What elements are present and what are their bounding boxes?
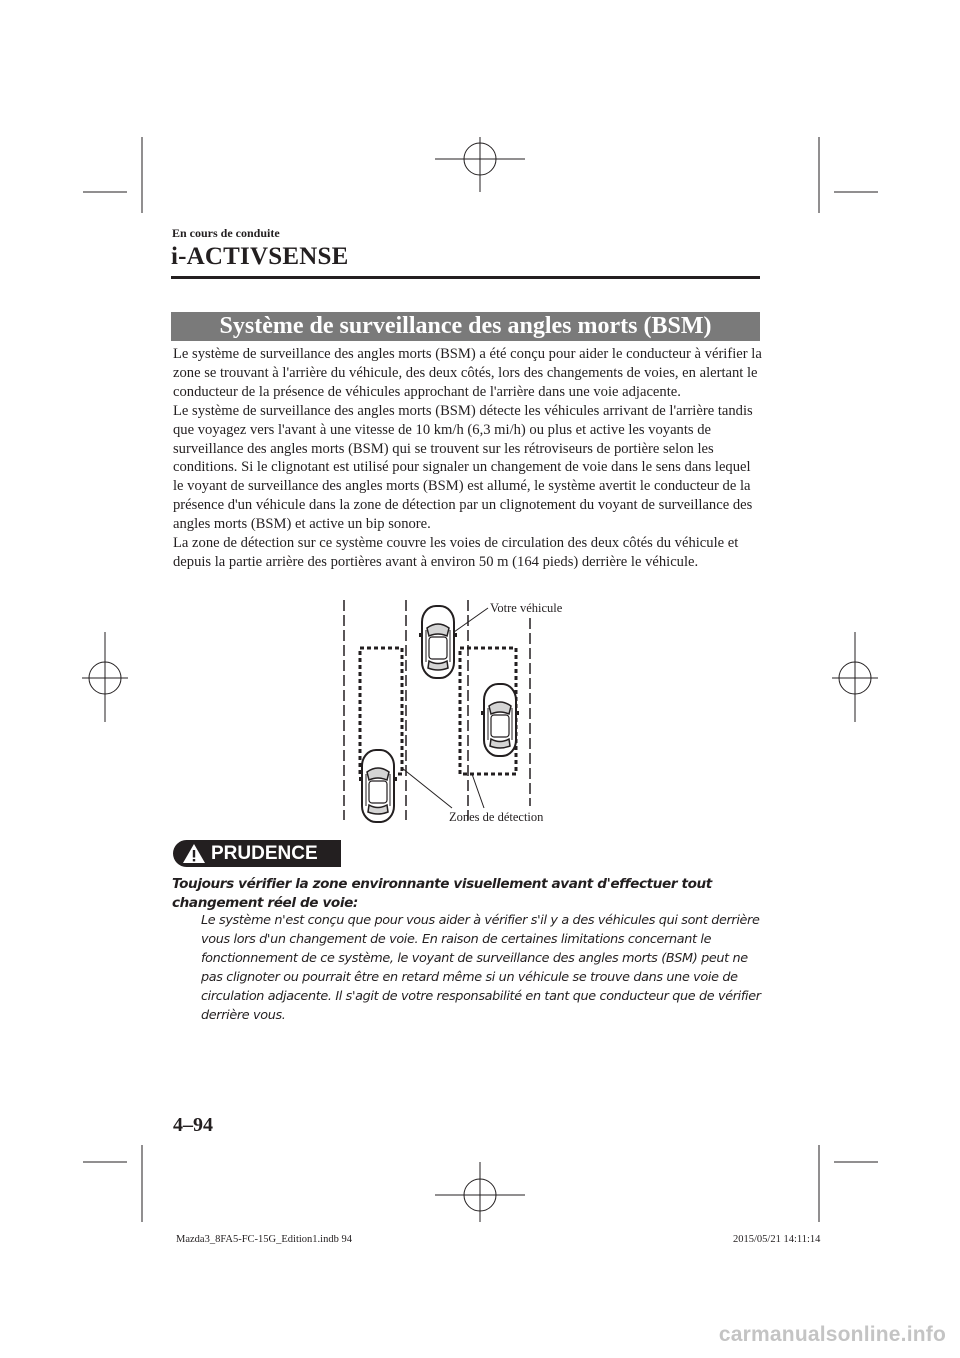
watermark: carmanualsonline.info [718,1323,946,1346]
vehicle-left-lane-icon [359,750,397,822]
label-detection-zones: Zones de détection [449,810,544,824]
page-number: 4–94 [173,1114,213,1136]
print-date-info: 2015/05/21 14:11:14 [733,1234,821,1245]
caution-heading: Toujours vérifier la zone environnante visuellement avant d'effectuer tout changement réel de voie: [172,876,712,911]
header-rule [171,276,760,279]
intro-paragraph: La zone de détection sur ce système couvre les voies de circulation des deux côtés du véhicule et depuis la partie arrière des portières avant à environ 50 m (164 pieds) derrière le véhicule. [173,535,739,570]
own-vehicle-icon [419,606,457,678]
label-your-vehicle: Votre véhicule [490,601,563,615]
caution-label: PRUDENCE [211,843,318,864]
section-title-banner: Système de surveillance des angles morts (BSM) [171,312,760,341]
bsm-detection-zone-diagram [330,596,580,828]
caution-body: Le système n'est conçu que pour vous aider à vérifier s'il y a des véhicules qui sont derrière vous lors d'un changement de voie. En raison de certaines limitations concernant le fonctionnement de ce système, le voyant de surveillance des angles morts (BSM) peut ne pas clignoter ou pourrait être en retard même si un véhicule se trouve dans une voie de circulation adjacente. Il s'agit de votre responsabilité en tant que conducteur que de vérifier derrière vous. [201,913,761,1023]
vehicle-right-lane-icon [481,684,519,756]
warning-icon [182,843,206,864]
intro-paragraph: Le système de surveillance des angles morts (BSM) détecte les véhicules arrivant de l'arrière tandis que voyagez vers l'avant à une vitesse de 10 km/h (6,3 mi/h) ou plus et active les voyants de surveillance des angles morts (BSM) qui se trouvent sur les rétroviseurs de portière selon les conditions. Si le clignotant est utilisé pour signaler un changement de voie dans le sens dans lequel le voyant de surveillance des angles morts (BSM) est allumé, le système avertit le conducteur de la présence d'un véhicule dans la zone de détection par un clignotement du voyant de surveillance des angles morts (BSM) et active un bip sonore. [173,402,753,533]
print-file-info: Mazda3_8FA5-FC-15G_Edition1.indb 94 [176,1234,352,1245]
section-label: En cours de conduite [172,226,280,240]
intro-text [173,345,763,572]
caution-badge [173,840,341,867]
intro-paragraph: Le système de surveillance des angles morts (BSM) a été conçu pour aider le conducteur à vérifier la zone se trouvant à l'arrière du véhicule, des deux côtés, lors des changements de voies, en alertant le conducteur de la présence de véhicules approchant de l'arrière dans une voie adjacente. [173,346,762,400]
chapter-title: i-ACTIVSENSE [171,243,349,270]
